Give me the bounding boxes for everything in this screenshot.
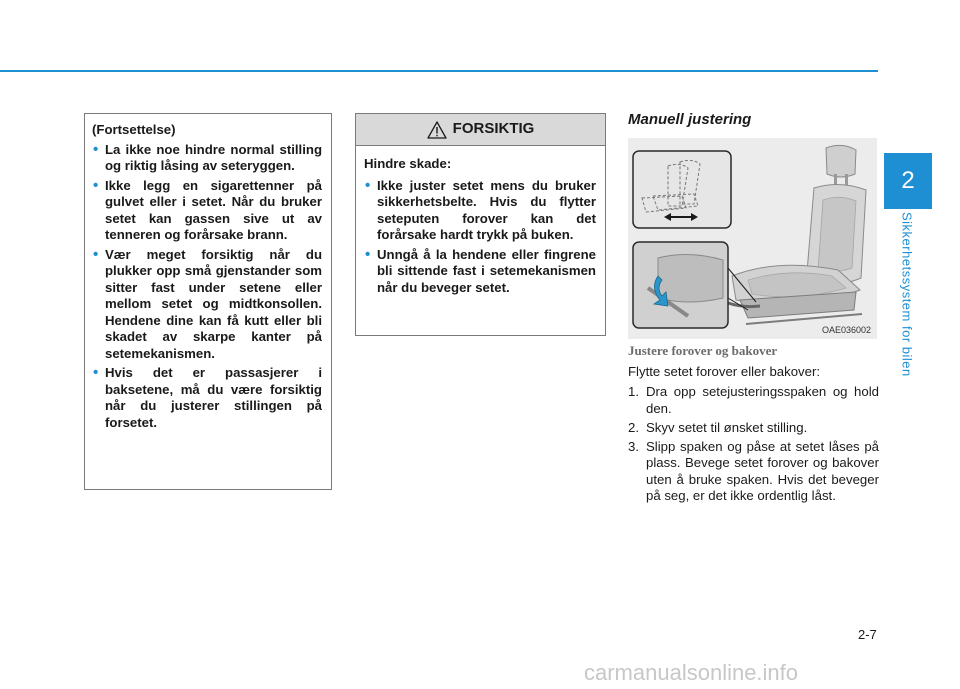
step-number: 3.	[628, 439, 639, 455]
watermark: carmanualsonline.info	[584, 660, 799, 685]
caution-header	[356, 114, 605, 146]
page-number: 2-7	[858, 627, 877, 642]
continuation-box	[84, 113, 332, 490]
step-number: 1.	[628, 384, 639, 400]
continuation-heading: (Fortsettelse)	[92, 122, 176, 137]
continuation-bullet: • Hvis det er passasjerer i baksetene, må du være forsiktig når du justerer stillingen på forsetet.	[92, 365, 322, 431]
continuation-bullet: • Ikke legg en sigarettenner på gulvet eller i setet. Når du bruker setet kan gassen sive ut av tenneren og forårsake brann.	[92, 178, 322, 244]
caution-box	[355, 113, 606, 336]
step-text: Skyv setet til ønsket stilling.	[646, 419, 808, 435]
step-item	[628, 439, 879, 504]
caution-bullet: • Ikke juster setet mens du bruker sikkerhetsbelte. Hvis du flytter seteputen forover kan det forårsake hardt trykk på buken.	[364, 178, 596, 244]
step-text: Slipp spaken og påse at setet låses på plass. Bevege setet forover og bakover uten å bruke spaken. Hvis det beveger på seg, er det ikke ordentlig låst.	[646, 439, 879, 504]
continuation-bullet: • La ikke noe hindre normal stilling og riktig låsing av seteryggen.	[92, 142, 322, 175]
header-rule	[0, 70, 878, 72]
chapter-title: Sikkerhetssystem for bilen	[899, 212, 915, 377]
instructions-intro: Flytte setet forover eller bakover:	[628, 364, 821, 379]
instructions	[628, 364, 879, 507]
caution-title: FORSIKTIG	[452, 120, 535, 138]
step-item	[628, 420, 879, 436]
caution-bullet: • Unngå å la hendene eller fingrene bli sittende fast i setemekanismen når du beveger setet.	[364, 247, 596, 297]
chapter-side-title	[892, 212, 922, 382]
warning-triangle-icon	[427, 121, 447, 139]
figure-code: OAE036002	[821, 325, 871, 335]
step-item	[628, 384, 879, 417]
section-title: Manuell justering	[628, 111, 752, 128]
seat-adjustment-figure	[628, 138, 877, 339]
chapter-number: 2	[901, 167, 915, 194]
step-number: 2.	[628, 419, 639, 435]
caution-lead: Hindre skade:	[364, 156, 452, 171]
continuation-bullet: • Vær meget forsiktig når du plukker opp små gjenstander som sitter fast under setene eller mellom setet og midtkonsollen. Hendene dine kan få kutt eller bli skadet av skarpe kanter på setemekanismen.	[92, 247, 322, 363]
subheading: Justere forover og bakover	[628, 343, 778, 358]
chapter-tab	[884, 153, 932, 209]
step-text: Dra opp setejusteringsspaken og hold den.	[646, 384, 879, 416]
seat-illustration	[628, 138, 877, 339]
